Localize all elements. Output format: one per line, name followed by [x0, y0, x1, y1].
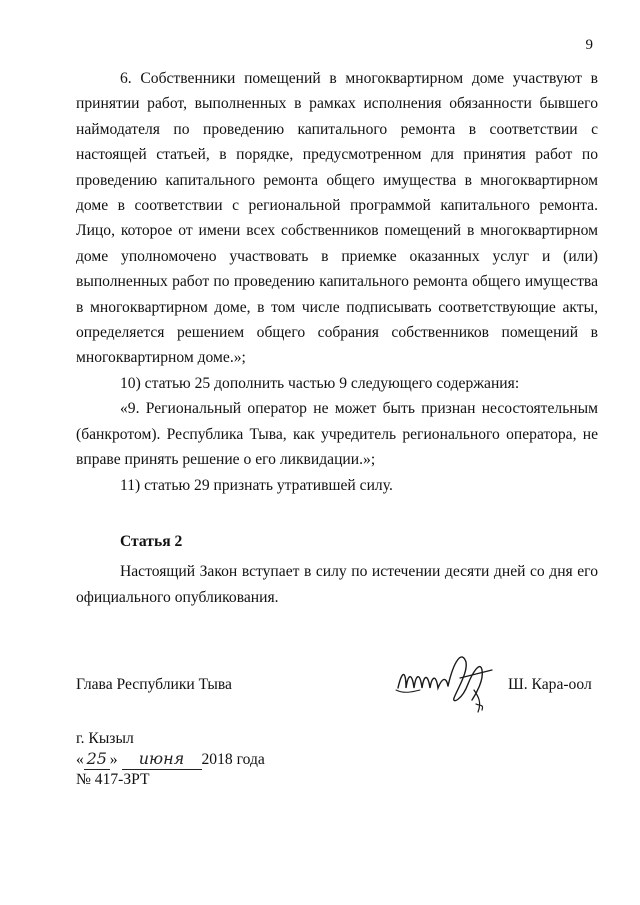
- paragraph-10: 10) статью 25 дополнить частью 9 следующего содержания:: [120, 374, 520, 392]
- paragraph-11: 11) статью 29 признать утратившей силу.: [120, 476, 393, 494]
- paragraph-9-quote: «9. Региональный оператор не может быть признан несостоятельным (банкротом). Республика Тыва, как учредитель регионального оператора, не вправе принять решение о его ликвидации.»;: [76, 400, 598, 469]
- handwritten-signature-icon: [392, 640, 504, 718]
- date-day: 25: [84, 749, 110, 770]
- date-year: 2018 года: [201, 751, 265, 768]
- date-line: [76, 749, 265, 770]
- city-label: г. Кызыл: [76, 730, 134, 747]
- article-paragraph: Настоящий Закон вступает в силу по истечении десяти дней со дня его официального опубликования.: [76, 563, 598, 606]
- paragraph-6: 6. Собственники помещений в многоквартирном доме участвуют в принятии работ, выполненных в рамках исполнения обязанности бывшего наймодателя по проведению капитального ремонта в соответствии с настоящей статьей, в порядке, предусмотренном для принятия работ по проведению капитального ремонта общего имущества в многоквартирном доме в соответствии с региональной программой капитального ремонта. Лицо, которое от имени всех собственников помещений в многоквартирном доме уполномочено участвовать в приемке оказанных услуг и (или) выполненных работ по проведению капитального ремонта общего имущества в многоквартирном доме, в том числе подписывать соответствующие акты, определяется решением общего собрания собственников помещений в многоквартирном доме.»;: [76, 70, 598, 367]
- signatory-position: Глава Республики Тыва: [76, 676, 232, 693]
- place-and-date: [76, 729, 265, 790]
- law-number: № 417-ЗРТ: [76, 771, 150, 788]
- signatory-name: Ш. Кара-оол: [508, 676, 592, 693]
- page-number: 9: [585, 37, 593, 53]
- date-quote-open: «: [76, 751, 84, 768]
- date-month: июня: [122, 749, 202, 770]
- amendment-text: [76, 66, 598, 498]
- article-text: [76, 559, 598, 611]
- article-heading: Статья 2: [120, 533, 183, 550]
- date-quote-close: »: [109, 751, 118, 768]
